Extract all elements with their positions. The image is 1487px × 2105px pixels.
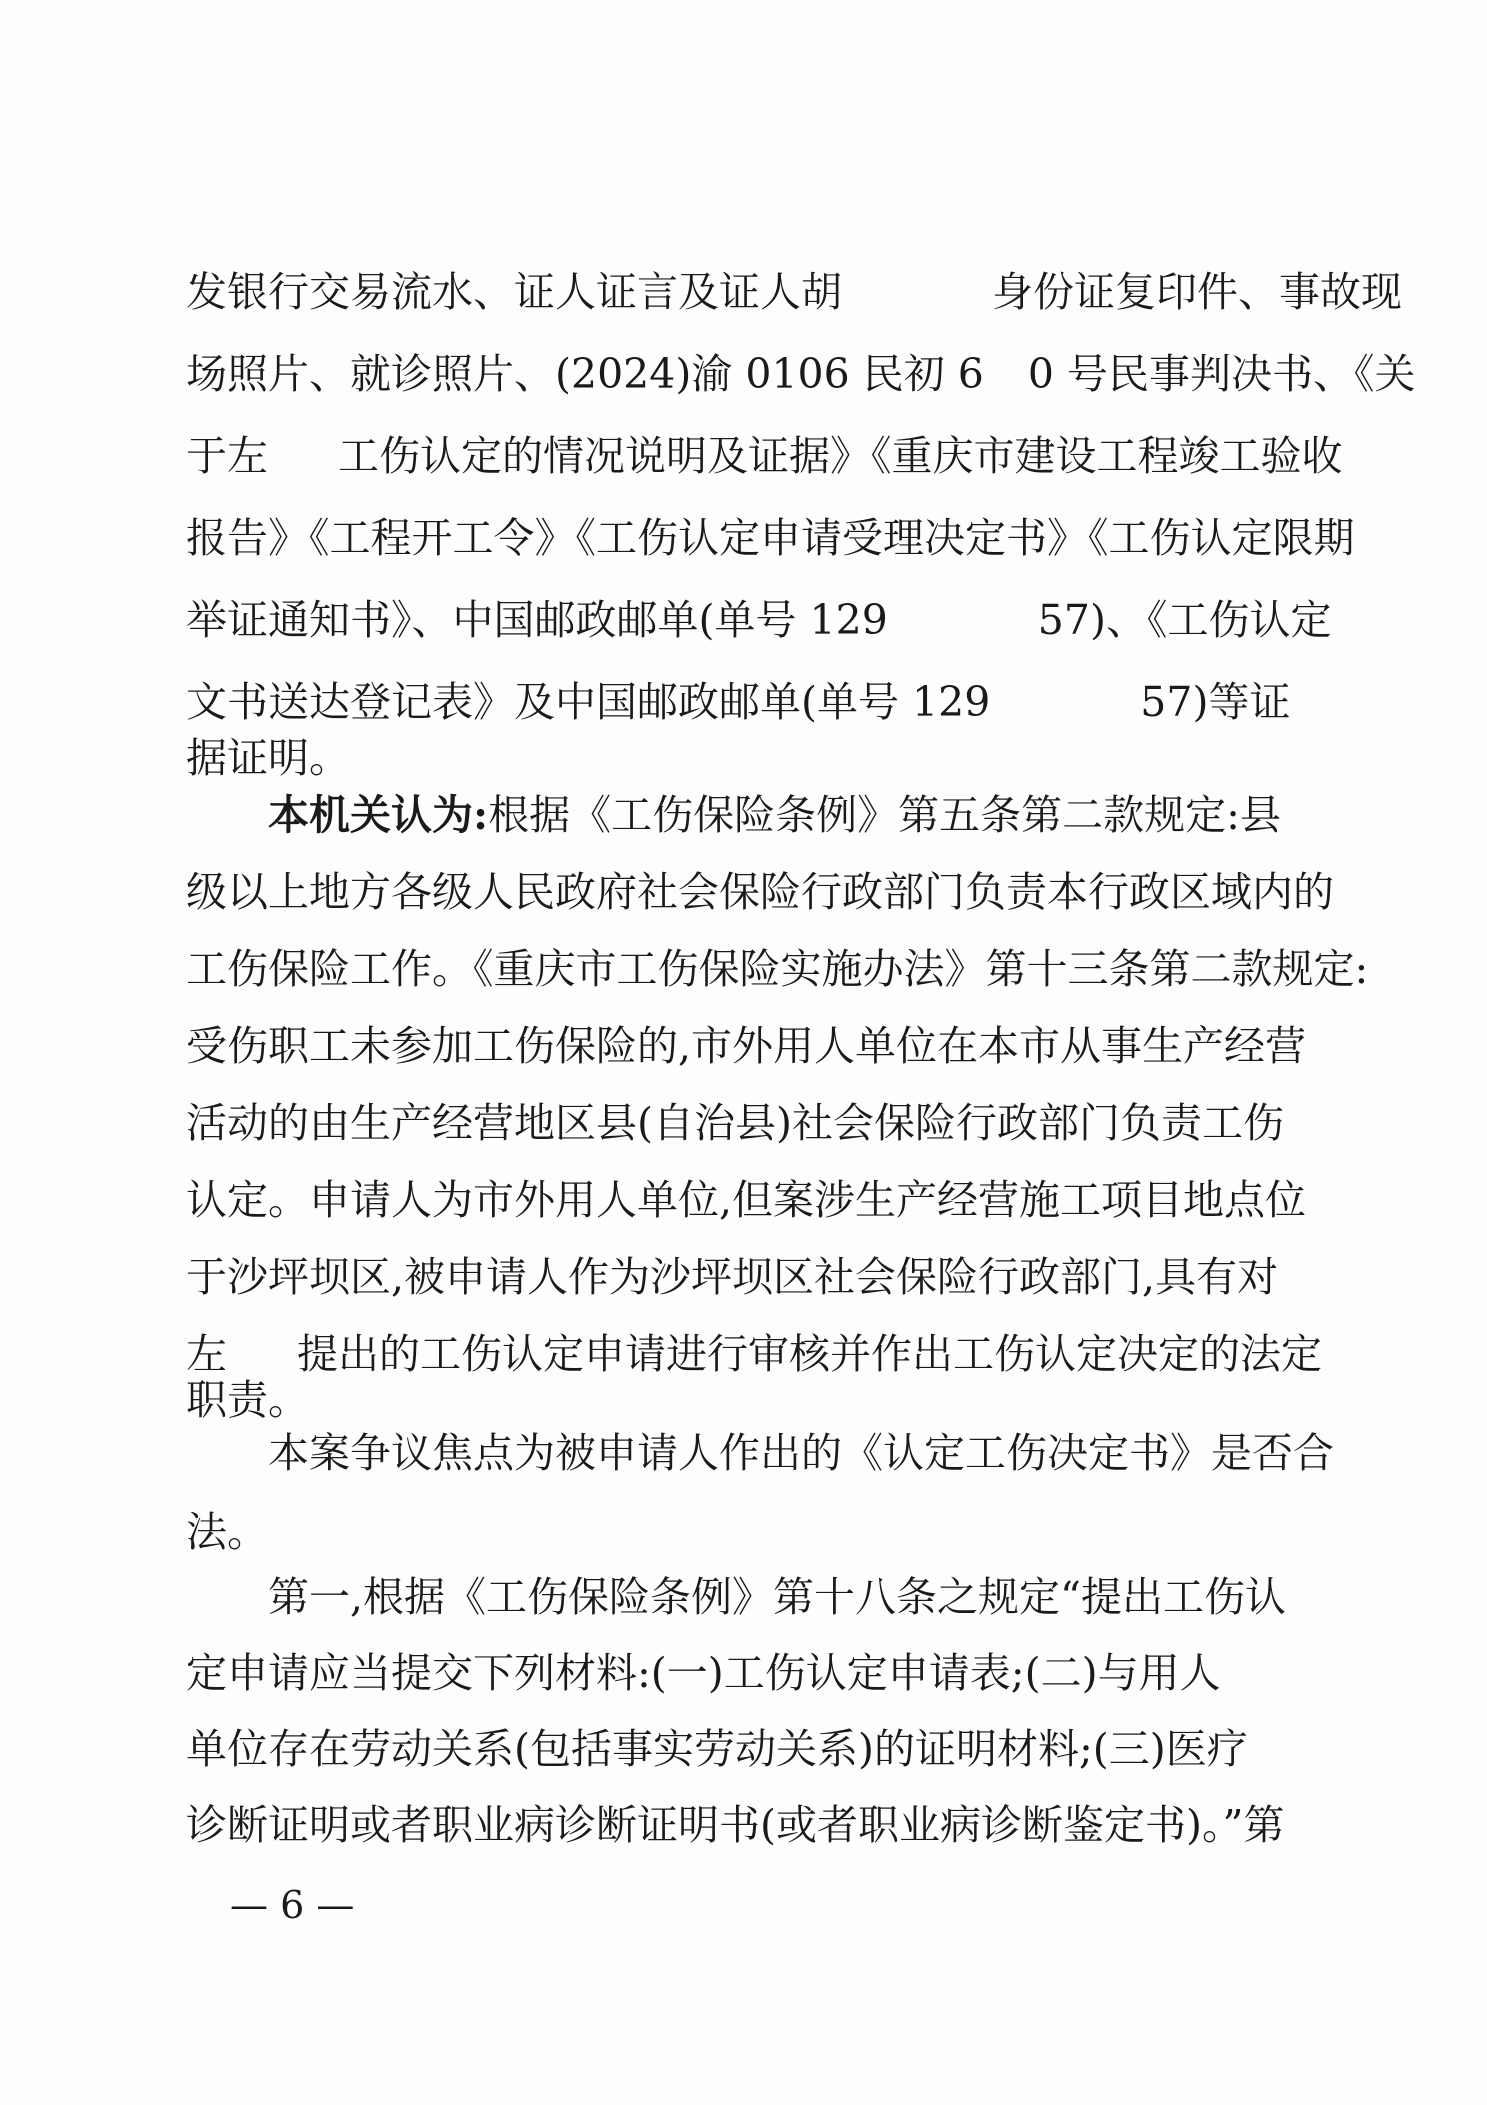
text-segment: 工伤认定的情况说明及证据》《重庆市建设工程竣工验收 <box>338 432 1343 480</box>
text-segment: 据证明。 <box>186 734 350 782</box>
text-segment: 报告》《工程开工令》《工伤认定申请受理决定书》《工伤认定限期 <box>186 514 1355 562</box>
text-segment: 本案争议焦点为被申请人作出的《认定工伤决定书》是否合 <box>268 1429 1334 1477</box>
text-segment: 根据《工伤保险条例》第五条第二款规定:县 <box>488 791 1281 839</box>
text-segment: 左 <box>186 1330 227 1378</box>
paragraph1-line4 <box>186 508 1355 568</box>
text-segment: 法。 <box>186 1508 268 1556</box>
paragraph2-line5 <box>186 1093 1306 1153</box>
text-segment: 0 号民事判决书、《关 <box>1027 350 1416 398</box>
paragraph4-line3 <box>186 1719 1306 1779</box>
text-segment: 第一,根据《工伤保险条例》第十八条之规定“提出工伤认 <box>268 1573 1286 1621</box>
page-number: — 6 — <box>230 1883 355 1927</box>
paragraph2-line6 <box>186 1170 1306 1230</box>
paragraph1-line5 <box>186 590 1332 650</box>
paragraph1-line6 <box>186 672 1306 732</box>
text-segment: 提出的工伤认定申请进行审核并作出工伤认定决定的法定 <box>297 1330 1322 1378</box>
paragraph1-line3 <box>186 426 1343 486</box>
paragraph2-line2 <box>186 862 1334 922</box>
paragraph2-line3 <box>186 939 1369 999</box>
text-segment: 受伤职工未参加工伤保险的,市外用人单位在本市从事生产经营 <box>186 1022 1307 1070</box>
paragraph4-line1 <box>268 1567 1308 1627</box>
text-segment: 文书送达登记表》及中国邮政邮单(单号 129 <box>186 678 991 726</box>
text-segment: 举证通知书》、中国邮政邮单(单号 129 <box>186 596 888 644</box>
text-segment: 于左 <box>186 432 268 480</box>
paragraph1-line2 <box>186 344 1416 404</box>
text-segment: 定申请应当提交下列材料:(一)工伤认定申请表;(二)与用人 <box>186 1649 1221 1697</box>
text-segment: 发银行交易流水、证人证言及证人胡 <box>186 268 842 316</box>
text-segment: 活动的由生产经营地区县(自治县)社会保险行政部门负责工伤 <box>186 1099 1284 1147</box>
text-segment: 工伤保险工作。《重庆市工伤保险实施办法》第十三条第二款规定: <box>186 945 1369 993</box>
paragraph2-line9 <box>186 1370 1306 1430</box>
text-segment: 级以上地方各级人民政府社会保险行政部门负责本行政区域内的 <box>186 868 1334 916</box>
text-segment: 于沙坪坝区,被申请人作为沙坪坝区社会保险行政部门,具有对 <box>186 1253 1279 1301</box>
text-segment: 认定。申请人为市外用人单位,但案涉生产经营施工项目地点位 <box>186 1176 1307 1224</box>
text-segment: 单位存在劳动关系(包括事实劳动关系)的证明材料;(三)医疗 <box>186 1725 1248 1773</box>
text-segment: 场照片、就诊照片、(2024)渝 0106 民初 6 <box>186 350 984 398</box>
paragraph2-line1 <box>268 785 1308 845</box>
text-segment: 57)、《工伤认定 <box>1037 596 1332 644</box>
paragraph4-line2 <box>186 1643 1306 1703</box>
text-segment: 身份证复印件、事故现 <box>992 268 1402 316</box>
paragraph2-line7 <box>186 1247 1306 1307</box>
text-segment: 诊断证明或者职业病诊断证明书(或者职业病诊断鉴定书)。”第 <box>186 1801 1285 1849</box>
paragraph3-line1 <box>268 1423 1334 1483</box>
lead-heading: 本机关认为: <box>268 791 489 839</box>
paragraph4-line4 <box>186 1795 1306 1855</box>
paragraph3-line2 <box>186 1502 1306 1562</box>
paragraph1-line1 <box>186 262 1402 322</box>
text-segment: 职责。 <box>186 1376 309 1424</box>
paragraph2-line4 <box>186 1016 1306 1076</box>
text-segment: 57)等证 <box>1140 678 1291 726</box>
paragraph1-line7 <box>186 728 1306 788</box>
